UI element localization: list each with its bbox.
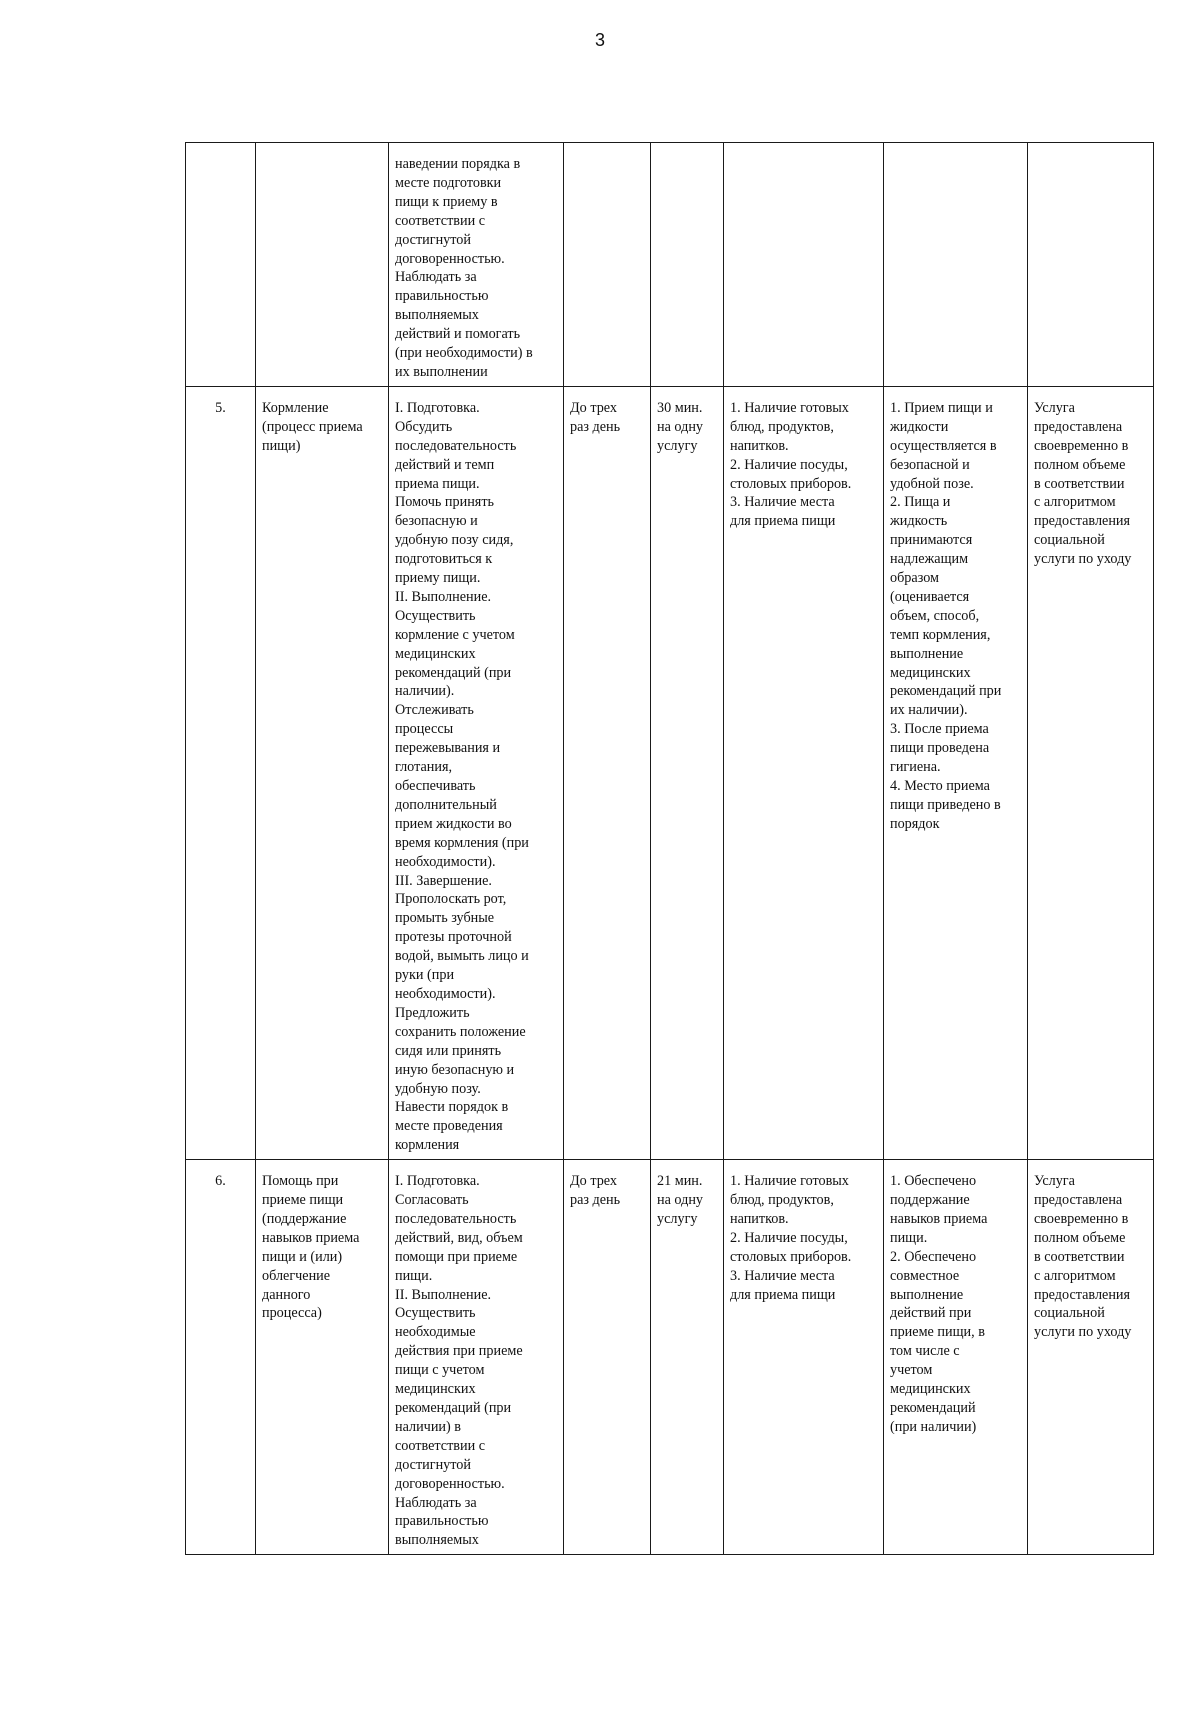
text-line: прием жидкости во — [395, 815, 512, 832]
text-line: жидкости — [890, 418, 949, 435]
text-line: наличии) в — [395, 1418, 461, 1435]
text-line: 2. Обеспечено — [890, 1248, 977, 1265]
text-line: приеме пищи — [262, 1192, 344, 1209]
text-line: наведении порядка в — [395, 156, 521, 172]
text-line: кормления — [395, 1137, 460, 1154]
text-line: полном объеме — [1034, 1229, 1126, 1246]
text-line: 2. Наличие посуды, — [730, 456, 848, 473]
text-line: Отслеживать — [395, 702, 474, 719]
text-line: 3. Наличие места — [730, 494, 835, 511]
text-line: месте подготовки — [395, 174, 502, 191]
text-line: действий, вид, объем — [395, 1229, 523, 1246]
text-line: на одну — [657, 418, 704, 435]
text-line: II. Выполнение. — [395, 1286, 492, 1303]
text-line: учетом — [890, 1362, 933, 1379]
text-line: I. Подготовка. — [395, 399, 480, 416]
table-body — [186, 143, 1154, 1555]
text-line: договоренностью. — [395, 1475, 505, 1492]
text-line: II. Выполнение. — [395, 588, 492, 605]
page-number: 3 — [594, 30, 605, 50]
text-line: для приема пищи — [730, 513, 836, 530]
text-line: осуществляется в — [890, 437, 997, 454]
text-line: кормление с учетом — [395, 626, 515, 643]
text-line: глотания, — [395, 759, 453, 776]
cell-service-name — [256, 386, 389, 1159]
cell-duration — [651, 143, 724, 387]
text-line: необходимые — [395, 1324, 476, 1341]
text-line: полном объеме — [1034, 456, 1126, 473]
text-line: Кормление — [262, 399, 329, 416]
text-line: выполняемых — [395, 1532, 479, 1549]
text-line: правильностью — [395, 288, 489, 305]
text-line: 1. Наличие готовых — [730, 1173, 849, 1190]
text-line: услугу — [657, 1210, 698, 1227]
text-line: руки (при — [395, 967, 455, 984]
text-line: совместное — [890, 1267, 960, 1284]
text-line: (при наличии) — [890, 1418, 977, 1435]
text-line: раз день — [570, 1192, 621, 1209]
text-line: предоставления — [1034, 1286, 1131, 1303]
text-line: необходимости). — [395, 985, 496, 1002]
text-line: столовых приборов. — [730, 1248, 852, 1265]
text-line: навыков приема — [890, 1210, 988, 1227]
cell-duration — [651, 386, 724, 1159]
text-line: рекомендаций (при — [395, 664, 512, 681]
text-line: действий и помогать — [395, 326, 521, 343]
table-row-continuation — [186, 143, 1154, 387]
text-line: объем, способ, — [890, 607, 980, 624]
cell-description — [389, 1160, 564, 1555]
text-line: том числе с — [890, 1343, 960, 1360]
text-line: надлежащим — [890, 551, 969, 568]
text-line: жидкость — [890, 513, 948, 530]
text-line: социальной — [1034, 1305, 1105, 1322]
cell-result — [884, 1160, 1028, 1555]
text-line: последовательность — [395, 437, 517, 454]
text-line: 1. Наличие готовых — [730, 399, 849, 416]
text-line: водой, вымыть лицо и — [395, 948, 529, 965]
text-line: 2. Наличие посуды, — [730, 1229, 848, 1246]
text-line: с алгоритмом — [1034, 494, 1116, 511]
text-line: безопасную и — [395, 513, 478, 530]
text-line: в соответствии — [1034, 1248, 1125, 1265]
cell-result — [884, 143, 1028, 387]
text-line: необходимости). — [395, 853, 496, 870]
text-line: месте проведения — [395, 1118, 503, 1135]
text-line: 3. Наличие места — [730, 1267, 835, 1284]
text-line: предоставлена — [1034, 1192, 1123, 1209]
text-line: приему пищи. — [395, 570, 481, 587]
text-line: достигнутой — [395, 231, 471, 248]
text-line: их выполнении — [395, 363, 488, 380]
text-line: процессы — [395, 721, 454, 738]
text-line: темп кормления, — [890, 626, 991, 643]
text-line: подготовиться к — [395, 551, 493, 568]
text-line: данного — [262, 1286, 311, 1303]
text-line: 1. Прием пищи и — [890, 399, 993, 416]
cell-frequency — [564, 1160, 651, 1555]
text-line: пищи приведено в — [890, 796, 1001, 813]
cell-conditions — [724, 1160, 884, 1555]
cell-number — [186, 143, 256, 387]
text-line: социальной — [1034, 532, 1105, 549]
text-line: Осуществить — [395, 1305, 476, 1322]
cell-number: 5. — [186, 386, 256, 1159]
text-line: услуги по уходу — [1034, 1324, 1132, 1341]
text-line: Предложить — [395, 1004, 470, 1021]
text-line: раз день — [570, 418, 621, 435]
text-line: блюд, продуктов, — [730, 418, 834, 435]
text-line: пищи. — [395, 1267, 433, 1284]
text-line: услуги по уходу — [1034, 551, 1132, 568]
cell-service-name — [256, 1160, 389, 1555]
text-line: пищи и (или) — [262, 1248, 343, 1265]
text-line: действий и темп — [395, 456, 495, 473]
text-line: дополнительный — [395, 796, 497, 813]
text-line: действий при — [890, 1305, 972, 1322]
text-line: Наблюдать за — [395, 269, 477, 286]
text-line: соответствии с — [395, 212, 486, 229]
text-line: Прополоскать рот, — [395, 891, 507, 908]
text-line: рекомендаций (при — [395, 1400, 512, 1416]
cell-assessment — [1028, 386, 1154, 1159]
text-line: достигнутой — [395, 1456, 471, 1473]
text-line: в соответствии — [1034, 475, 1125, 492]
text-line: столовых приборов. — [730, 475, 852, 492]
text-line: пищи. — [890, 1229, 928, 1246]
text-line: медицинских — [395, 1381, 476, 1398]
text-line: порядок — [890, 815, 940, 832]
text-line: 4. Место приема — [890, 778, 990, 794]
cell-service-name — [256, 143, 389, 387]
text-line: I. Подготовка. — [395, 1173, 480, 1190]
text-line: выполняемых — [395, 307, 479, 324]
text-line: иную безопасную и — [395, 1061, 515, 1078]
text-line: обеспечивать — [395, 778, 476, 794]
text-line: (поддержание — [262, 1210, 347, 1227]
cell-assessment — [1028, 143, 1154, 387]
text-line: на одну — [657, 1192, 704, 1209]
text-line: (при необходимости) в — [395, 345, 533, 362]
cell-description — [389, 386, 564, 1159]
text-line: III. Завершение. — [395, 872, 492, 889]
text-line: помощи при приеме — [395, 1248, 518, 1265]
text-line: пищи к приему в — [395, 193, 498, 210]
text-line: Помочь принять — [395, 494, 494, 511]
text-line: наличии). — [395, 683, 455, 700]
text-line: их наличии). — [890, 702, 968, 719]
text-line: медицинских — [395, 645, 476, 662]
cell-result — [884, 386, 1028, 1159]
text-line: (оценивается — [890, 588, 970, 605]
text-line: Наблюдать за — [395, 1494, 477, 1511]
text-line: Помощь при — [262, 1173, 339, 1190]
text-line: образом — [890, 570, 940, 587]
text-line: выполнение — [890, 1286, 964, 1303]
table-row-6 — [186, 1160, 1154, 1555]
text-line: До трех — [570, 1173, 617, 1190]
text-line: приема пищи. — [395, 475, 480, 492]
text-line: процесса) — [262, 1305, 322, 1322]
text-line: приеме пищи, в — [890, 1324, 985, 1341]
text-line: рекомендаций при — [890, 683, 1002, 700]
text-line: Обсудить — [395, 418, 453, 435]
text-line: время кормления (при — [395, 834, 529, 851]
text-line: До трех — [570, 399, 617, 416]
text-line: для приема пищи — [730, 1286, 836, 1303]
text-line: 1. Обеспечено — [890, 1173, 977, 1190]
text-line: сидя или принять — [395, 1042, 502, 1059]
text-line: протезы проточной — [395, 929, 512, 946]
text-line: предоставлена — [1034, 418, 1123, 435]
text-line: последовательность — [395, 1210, 517, 1227]
text-line: (процесс приема — [262, 418, 363, 435]
text-line: пищи) — [262, 437, 301, 454]
text-line: Услуга — [1034, 399, 1075, 416]
table-row-5 — [186, 386, 1154, 1159]
text-line: удобной позе. — [890, 475, 974, 492]
text-line: договоренностью. — [395, 250, 505, 267]
text-line: пищи проведена — [890, 740, 990, 757]
text-line: напитков. — [730, 437, 789, 454]
text-line: медицинских — [890, 664, 971, 681]
text-line: Услуга — [1034, 1173, 1075, 1190]
text-line: сохранить положение — [395, 1023, 526, 1040]
text-line: 21 мин. — [657, 1173, 703, 1190]
cell-conditions — [724, 143, 884, 387]
cell-description — [389, 143, 564, 387]
text-line: выполнение — [890, 645, 964, 662]
text-line: рекомендаций — [890, 1400, 976, 1416]
text-line: медицинских — [890, 1381, 971, 1398]
cell-frequency — [564, 386, 651, 1159]
text-line: удобную позу сидя, — [395, 532, 514, 549]
text-line: блюд, продуктов, — [730, 1192, 834, 1209]
text-line: предоставления — [1034, 513, 1131, 530]
text-line: 2. Пища и — [890, 494, 951, 511]
text-line: с алгоритмом — [1034, 1267, 1116, 1284]
text-line: 30 мин. — [657, 399, 703, 416]
cell-frequency — [564, 143, 651, 387]
text-line: Осуществить — [395, 607, 476, 624]
text-line: своевременно в — [1034, 1210, 1129, 1227]
text-line: поддержание — [890, 1192, 970, 1209]
text-line: Навести порядок в — [395, 1099, 509, 1116]
text-line: промыть зубные — [395, 910, 495, 927]
cell-assessment — [1028, 1160, 1154, 1555]
text-line: правильностью — [395, 1513, 489, 1530]
text-line: пережевывания и — [395, 740, 501, 757]
text-line: безопасной и — [890, 456, 970, 473]
text-line: услугу — [657, 437, 698, 454]
text-line: пищи с учетом — [395, 1362, 485, 1379]
text-line: напитков. — [730, 1210, 789, 1227]
text-line: 3. После приема — [890, 721, 989, 738]
services-table — [185, 142, 1154, 1555]
text-line: облегчение — [262, 1267, 331, 1284]
text-line: удобную позу. — [395, 1080, 481, 1097]
cell-duration — [651, 1160, 724, 1555]
text-line: навыков приема — [262, 1229, 360, 1246]
text-line: своевременно в — [1034, 437, 1129, 454]
cell-conditions — [724, 386, 884, 1159]
cell-number: 6. — [186, 1160, 256, 1555]
text-line: соответствии с — [395, 1437, 486, 1454]
text-line: гигиена. — [890, 759, 941, 776]
text-line: Согласовать — [395, 1192, 469, 1209]
text-line: действия при приеме — [395, 1343, 523, 1360]
text-line: принимаются — [890, 532, 973, 549]
